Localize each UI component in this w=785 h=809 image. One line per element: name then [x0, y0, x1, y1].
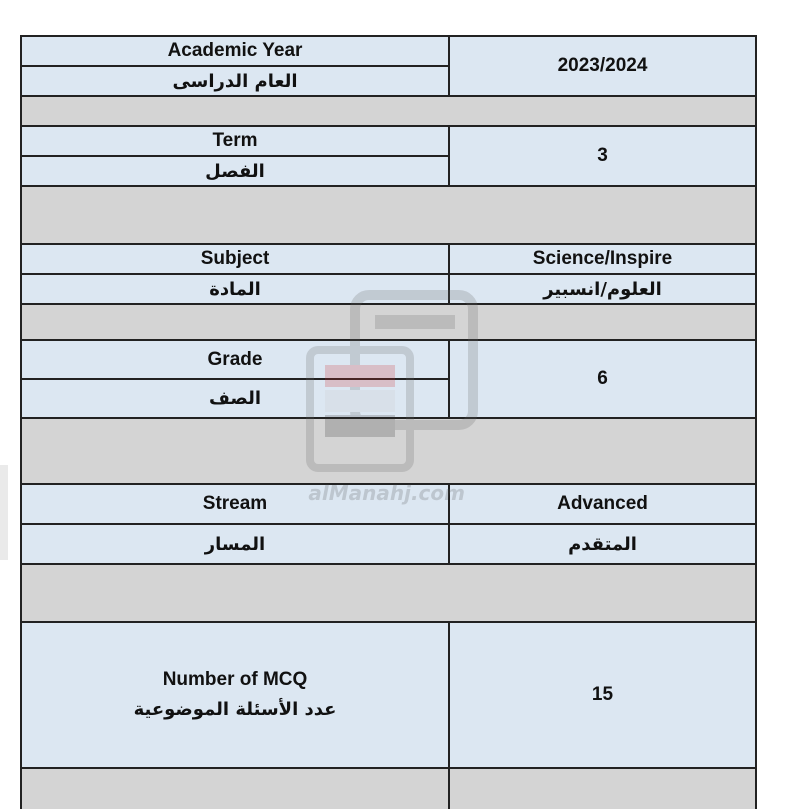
stream-value-col — [450, 485, 755, 563]
stream-label: Stream — [22, 485, 448, 523]
trailing-left-cell — [22, 769, 450, 809]
term-row — [22, 127, 755, 187]
subject-label: Subject — [22, 245, 448, 273]
grade-label-col — [22, 341, 450, 417]
mcq-value-col — [450, 623, 755, 767]
separator-row — [22, 97, 755, 127]
subject-label-col — [22, 245, 450, 303]
subject-value-col — [450, 245, 755, 303]
term-label-col — [22, 127, 450, 185]
term-label: Term — [22, 127, 448, 155]
term-value: 3 — [450, 127, 755, 185]
grade-row — [22, 341, 755, 419]
trailing-row — [22, 769, 755, 809]
term-label-ar: الفصل — [22, 155, 448, 185]
mcq-row — [22, 623, 755, 769]
mcq-label-col — [22, 623, 450, 767]
separator-row — [22, 305, 755, 341]
stream-label-ar: المسار — [22, 523, 448, 563]
grade-label-ar: الصف — [22, 378, 448, 417]
mcq-label-cell — [22, 623, 448, 767]
academic-year-label-col — [22, 37, 450, 95]
mcq-label-ar: عدد الأسئلة الموضوعية — [133, 699, 337, 720]
subject-label-ar: المادة — [22, 273, 448, 303]
subject-value-ar: العلوم/انسبير — [450, 273, 755, 303]
term-value-col — [450, 127, 755, 185]
grade-value: 6 — [450, 341, 755, 417]
stream-value: Advanced — [450, 485, 755, 523]
separator-row — [22, 565, 755, 623]
exam-info-table — [20, 35, 757, 809]
stream-row — [22, 485, 755, 565]
watermark-text: alManahj.com — [308, 481, 465, 505]
separator-row — [22, 419, 755, 485]
separator-row — [22, 187, 755, 245]
left-edge-artifact — [0, 465, 8, 560]
grade-value-col — [450, 341, 755, 417]
academic-year-label-ar: العام الدراسى — [22, 65, 448, 95]
stream-value-ar: المتقدم — [450, 523, 755, 563]
mcq-value: 15 — [450, 623, 755, 767]
academic-year-row — [22, 37, 755, 97]
mcq-label: Number of MCQ — [162, 669, 308, 690]
trailing-right-cell — [450, 769, 755, 809]
academic-year-value-col — [450, 37, 755, 95]
academic-year-label: Academic Year — [22, 37, 448, 65]
grade-label: Grade — [22, 341, 448, 378]
subject-row — [22, 245, 755, 305]
academic-year-value: 2023/2024 — [450, 37, 755, 95]
subject-value: Science/Inspire — [450, 245, 755, 273]
stream-label-col — [22, 485, 450, 563]
